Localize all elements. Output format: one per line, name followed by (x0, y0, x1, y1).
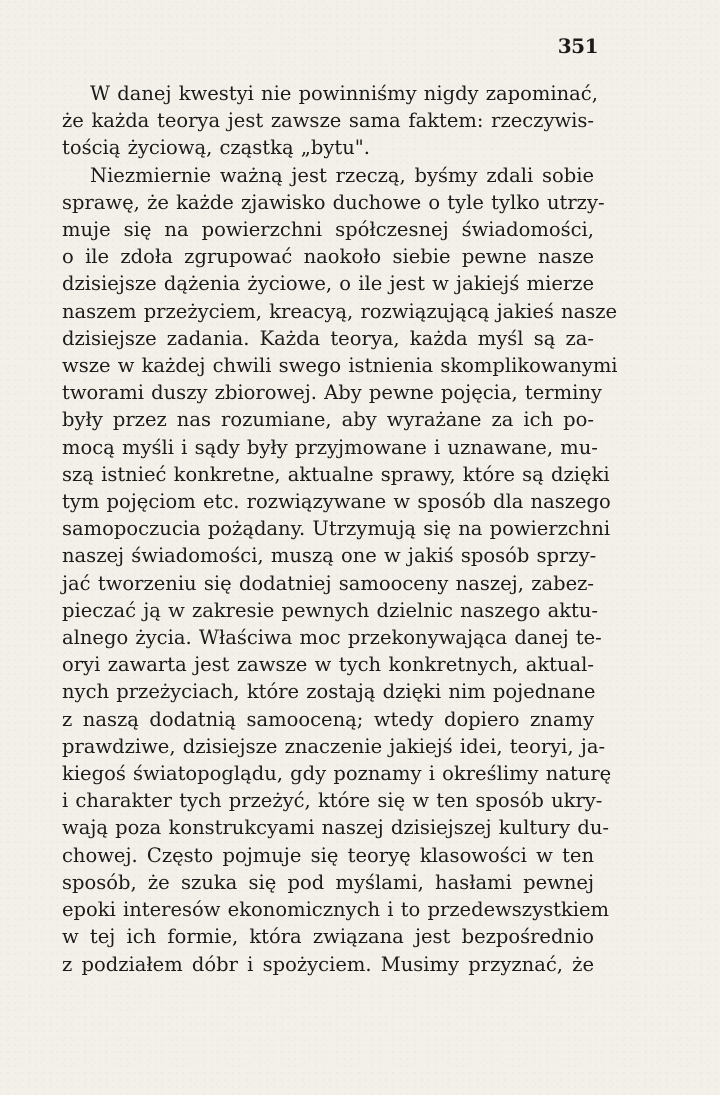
text-line: nych przeżyciach, które zostają dzięki nim pojednane (62, 680, 596, 704)
text-line: z podziałem dóbr i spożyciem. Musimy przyznać, że (62, 952, 594, 976)
text-line: tością życiową, cząstką „bytu". (62, 136, 370, 160)
text-line: epoki interesów ekonomicznych i to przedewszystkiem (62, 898, 610, 922)
text-line: tworami duszy zbiorowej. Aby pewne pojęcia, terminy (62, 381, 602, 405)
paragraph-1 (62, 80, 598, 162)
text-line: wsze w każdej chwili swego istnienia skomplikowanymi (62, 354, 618, 378)
text-line: Niezmiernie ważną jest rzeczą, byśmy zdali sobie (90, 163, 594, 187)
text-line: kiegoś światopoglądu, gdy poznamy i określimy naturę (62, 762, 612, 786)
text-line: szą istnieć konkretne, aktualne sprawy, które są dzięki (62, 462, 610, 486)
text-line: dzisiejsze dążenia życiowe, o ile jest w jakiejś mierze (62, 272, 594, 296)
text-line: prawdziwe, dzisiejsze znaczenie jakiejś idei, teoryi, ja- (62, 734, 606, 758)
text-line: sprawę, że każde zjawisko duchowe o tyle tylko utrzy- (62, 190, 605, 214)
text-line: alnego życia. Właściwa moc przekonywająca danej te- (62, 626, 602, 650)
text-line: pieczać ją w zakresie pewnych dzielnic naszego aktu- (62, 598, 599, 622)
body-text (62, 80, 618, 978)
text-line: W danej kwestyi nie powinniśmy nigdy zapominać, (90, 82, 598, 105)
text-line: były przez nas rozumiane, aby wyrażane za ich po- (62, 408, 594, 432)
text-line: jać tworzeniu się dodatniej samooceny naszej, zabez- (62, 571, 594, 595)
text-line: naszej świadomości, muszą one w jakiś sposób sprzy- (62, 544, 597, 568)
text-line: mocą myśli i sądy były przyjmowane i uznawane, mu- (62, 435, 598, 459)
text-line: sposób, że szuka się pod myślami, hasłami pewnej (62, 870, 594, 894)
text-line: i charakter tych przeżyć, które się w ten sposób ukry- (62, 789, 603, 813)
text-line: dzisiejsze zadania. Każda teorya, każda myśl są za- (62, 326, 594, 350)
text-line: z naszą dodatnią samooceną; wtedy dopiero znamy (62, 707, 594, 731)
text-line: muje się na powierzchni spółczesnej świadomości, (62, 218, 594, 242)
text-line: wają poza konstrukcyami naszej dzisiejszej kultury du- (62, 816, 609, 840)
text-line: chowej. Często pojmuje się teoryę klasowości w ten (62, 843, 594, 867)
text-line: oryi zawarta jest zawsze w tych konkretnych, aktual- (62, 653, 594, 677)
text-line: tym pojęciom etc. rozwiązywane w sposób dla naszego (62, 490, 611, 514)
text-line: samopoczucia pożądany. Utrzymują się na powierzchni (62, 517, 611, 541)
text-line: że każda teorya jest zawsze sama faktem: rzeczywis- (62, 109, 594, 133)
text-line: w tej ich formie, która związana jest bezpośrednio (62, 925, 594, 949)
text-line: naszem przeżyciem, kreacyą, rozwiązującą jakieś nasze (62, 299, 618, 323)
page-number: 351 (557, 34, 598, 58)
paragraph-2 (62, 162, 618, 978)
text-line: o ile zdoła zgrupować naokoło siebie pewne nasze (62, 245, 594, 269)
